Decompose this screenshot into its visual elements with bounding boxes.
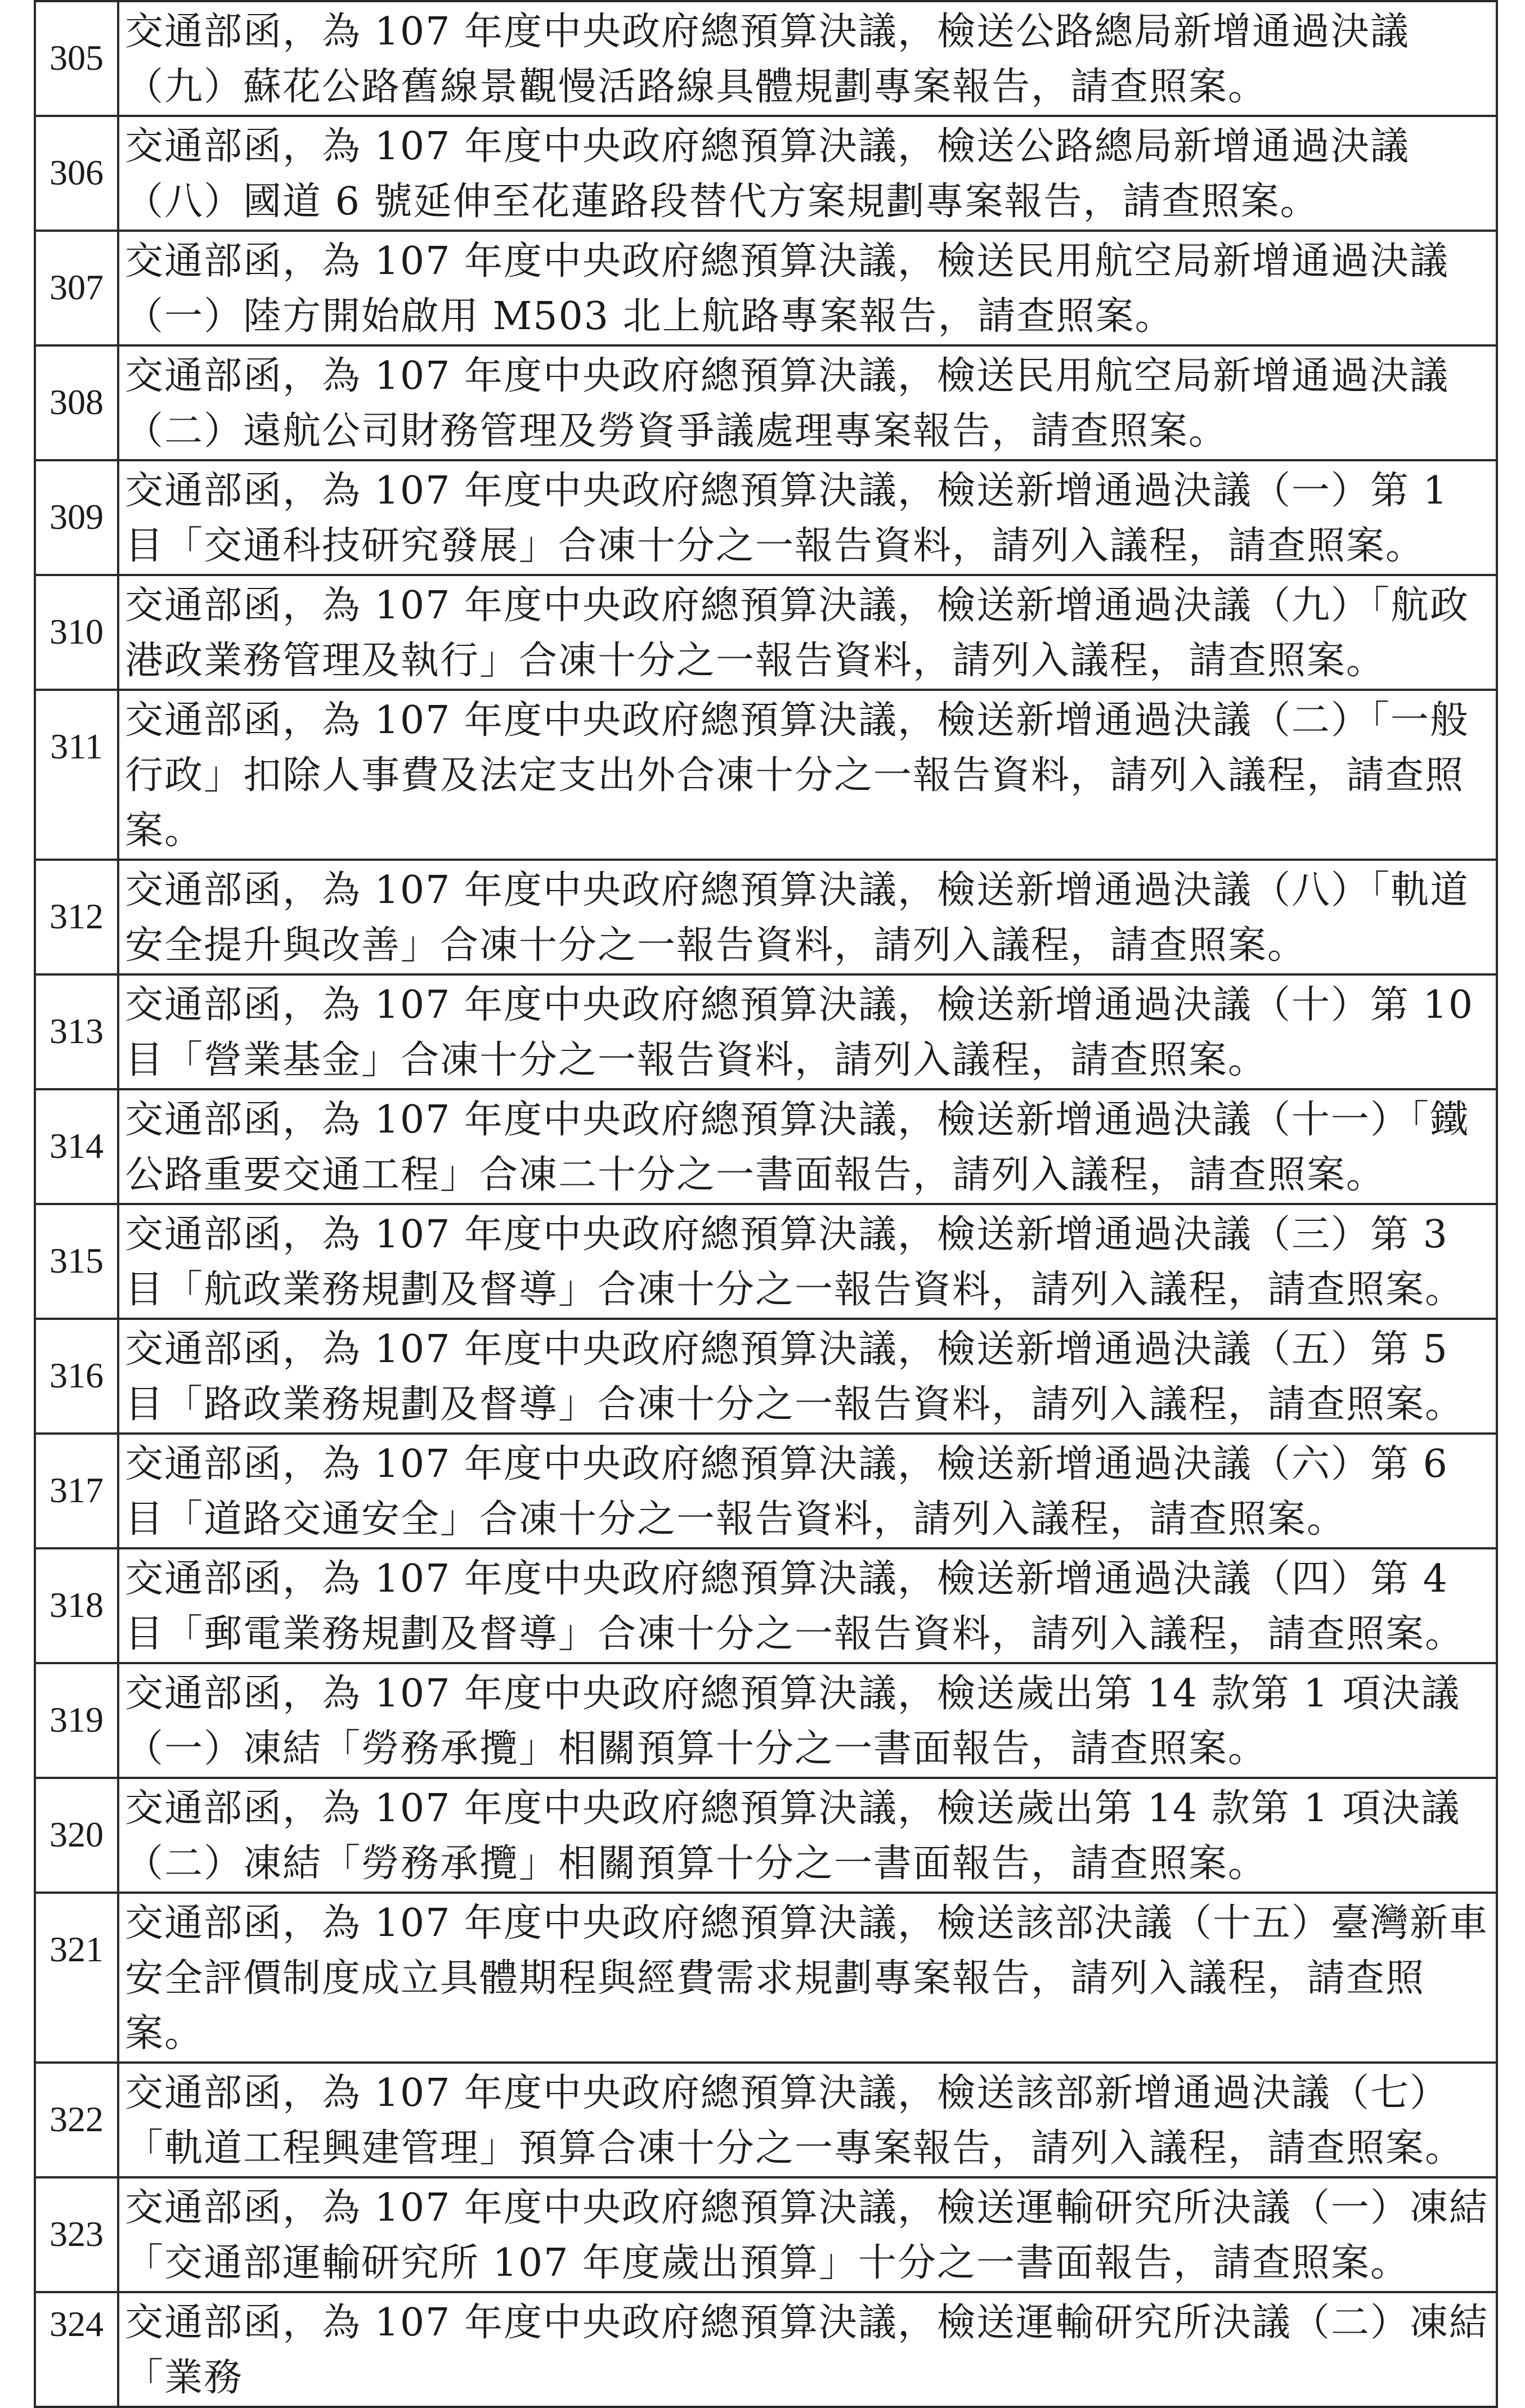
item-number: 314	[35, 1089, 118, 1204]
item-description: 交通部函，為 107 年度中央政府總預算決議，檢送歲出第 14 款第 1 項決議（二）凍結「勞務承攬」相關預算十分之一書面報告，請查照案。	[118, 1778, 1497, 1893]
table-row	[35, 1204, 1497, 1319]
item-description: 交通部函，為 107 年度中央政府總預算決議，檢送公路總局新增通過決議（九）蘇花公路舊線景觀慢活路線具體規劃專案報告，請查照案。	[118, 1, 1497, 116]
item-description: 交通部函，為 107 年度中央政府總預算決議，檢送新增通過決議（十一）「鐵公路重要交通工程」合凍二十分之一書面報告，請列入議程，請查照案。	[118, 1089, 1497, 1204]
item-number: 313	[35, 974, 118, 1089]
item-description: 交通部函，為 107 年度中央政府總預算決議，檢送該部決議（十五）臺灣新車安全評價制度成立具體期程與經費需求規劃專案報告，請列入議程，請查照案。	[118, 1893, 1497, 2063]
document-page	[34, 0, 1496, 2400]
table-row	[35, 575, 1497, 690]
item-number: 317	[35, 1434, 118, 1548]
item-description: 交通部函，為 107 年度中央政府總預算決議，檢送新增通過決議（一）第 1 目「交通科技研究發展」合凍十分之一報告資料，請列入議程，請查照案。	[118, 460, 1497, 575]
item-description: 交通部函，為 107 年度中央政府總預算決議，檢送新增通過決議（二）「一般行政」扣除人事費及法定支出外合凍十分之一報告資料，請列入議程，請查照案。	[118, 690, 1497, 860]
item-number: 306	[35, 116, 118, 231]
item-number: 309	[35, 460, 118, 575]
table-row	[35, 1663, 1497, 1778]
item-description: 交通部函，為 107 年度中央政府總預算決議，檢送運輸研究所決議（二）凍結「業務	[118, 2292, 1497, 2407]
table-row	[35, 460, 1497, 575]
table-row	[35, 116, 1497, 231]
table-row	[35, 690, 1497, 860]
item-number: 308	[35, 345, 118, 460]
item-number: 321	[35, 1893, 118, 2063]
item-description: 交通部函，為 107 年度中央政府總預算決議，檢送民用航空局新增通過決議（一）陸方開始啟用 M503 北上航路專案報告，請查照案。	[118, 231, 1497, 345]
table-row	[35, 974, 1497, 1089]
item-description: 交通部函，為 107 年度中央政府總預算決議，檢送歲出第 14 款第 1 項決議（一）凍結「勞務承攬」相關預算十分之一書面報告，請查照案。	[118, 1663, 1497, 1778]
table-row	[35, 2177, 1497, 2292]
item-number: 310	[35, 575, 118, 690]
agenda-table	[34, 0, 1498, 2408]
item-description: 交通部函，為 107 年度中央政府總預算決議，檢送新增通過決議（八）「軌道安全提升與改善」合凍十分之一報告資料，請列入議程，請查照案。	[118, 860, 1497, 974]
item-description: 交通部函，為 107 年度中央政府總預算決議，檢送民用航空局新增通過決議（二）遠航公司財務管理及勞資爭議處理專案報告，請查照案。	[118, 345, 1497, 460]
agenda-table-body	[35, 1, 1497, 2407]
table-row	[35, 1893, 1497, 2063]
item-description: 交通部函，為 107 年度中央政府總預算決議，檢送公路總局新增通過決議（八）國道 6 號延伸至花蓮路段替代方案規劃專案報告，請查照案。	[118, 116, 1497, 231]
table-row	[35, 1778, 1497, 1893]
item-number: 312	[35, 860, 118, 974]
item-number: 320	[35, 1778, 118, 1893]
item-number: 307	[35, 231, 118, 345]
table-row	[35, 1319, 1497, 1434]
item-number: 315	[35, 1204, 118, 1319]
table-row	[35, 1089, 1497, 1204]
item-description: 交通部函，為 107 年度中央政府總預算決議，檢送新增通過決議（六）第 6 目「道路交通安全」合凍十分之一報告資料，請列入議程，請查照案。	[118, 1434, 1497, 1548]
item-number: 318	[35, 1548, 118, 1663]
table-row	[35, 1, 1497, 116]
item-description: 交通部函，為 107 年度中央政府總預算決議，檢送該部新增通過決議（七）「軌道工程興建管理」預算合凍十分之一專案報告，請列入議程，請查照案。	[118, 2063, 1497, 2177]
item-description: 交通部函，為 107 年度中央政府總預算決議，檢送運輸研究所決議（一）凍結「交通部運輸研究所 107 年度歲出預算」十分之一書面報告，請查照案。	[118, 2177, 1497, 2292]
item-number: 323	[35, 2177, 118, 2292]
item-number: 322	[35, 2063, 118, 2177]
table-row	[35, 2292, 1497, 2407]
item-number: 316	[35, 1319, 118, 1434]
item-number: 305	[35, 1, 118, 116]
item-description: 交通部函，為 107 年度中央政府總預算決議，檢送新增通過決議（三）第 3 目「航政業務規劃及督導」合凍十分之一報告資料，請列入議程，請查照案。	[118, 1204, 1497, 1319]
item-description: 交通部函，為 107 年度中央政府總預算決議，檢送新增通過決議（十）第 10 目「營業基金」合凍十分之一報告資料，請列入議程，請查照案。	[118, 974, 1497, 1089]
item-number: 319	[35, 1663, 118, 1778]
table-row	[35, 345, 1497, 460]
item-number: 324	[35, 2292, 118, 2407]
item-description: 交通部函，為 107 年度中央政府總預算決議，檢送新增通過決議（五）第 5 目「路政業務規劃及督導」合凍十分之一報告資料，請列入議程，請查照案。	[118, 1319, 1497, 1434]
table-row	[35, 860, 1497, 974]
item-description: 交通部函，為 107 年度中央政府總預算決議，檢送新增通過決議（九）「航政港政業務管理及執行」合凍十分之一報告資料，請列入議程，請查照案。	[118, 575, 1497, 690]
table-row	[35, 1434, 1497, 1548]
item-description: 交通部函，為 107 年度中央政府總預算決議，檢送新增通過決議（四）第 4 目「郵電業務規劃及督導」合凍十分之一報告資料，請列入議程，請查照案。	[118, 1548, 1497, 1663]
item-number: 311	[35, 690, 118, 860]
table-row	[35, 231, 1497, 345]
table-row	[35, 1548, 1497, 1663]
table-row	[35, 2063, 1497, 2177]
